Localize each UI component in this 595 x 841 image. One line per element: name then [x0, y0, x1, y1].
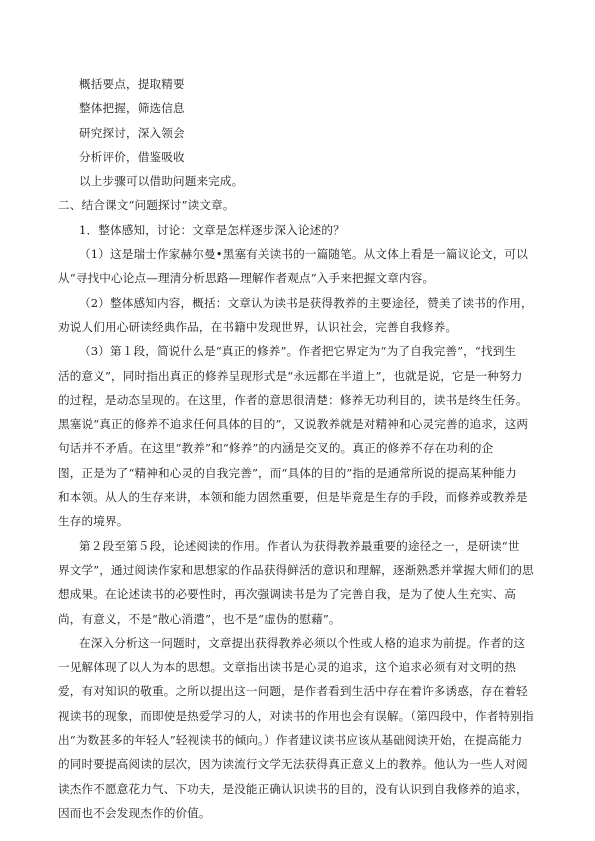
step-line: 分析评价，借鉴吸收	[79, 149, 185, 164]
answer-line: 句话并不矛盾。在这里“教养”和“修养”的内涵是交叉的。真正的修养不存在功利的企	[58, 441, 494, 456]
paragraph-line: 视读书的现象，而即使是热爱学习的人，对读书的作用也会有误解。（第四段中，作者特别指	[58, 708, 534, 723]
answer-line: 活的意义”，同时指出真正的修养呈现形式是“永远都在半道上”，也就是说，它是一种努力	[58, 368, 523, 383]
step-line: 整体把握，筛选信息	[79, 101, 185, 116]
step-line: 概括要点，提取精要	[79, 77, 185, 91]
answer-line: 生存的境界。	[58, 514, 129, 529]
paragraph-line: 出“为数甚多的年轻人”轻视读书的倾向。）作者建议读书应该从基础阅读开始，在提高能力	[58, 733, 523, 748]
paragraph-line: 第２段至第５段，论述阅读的作用。作者认为获得教养最重要的途径之一，是研读“世	[79, 538, 520, 553]
step-note: 以上步骤可以借助问题来完成。	[79, 174, 244, 189]
answer-line: 和本领。从人的生存来讲，本领和能力固然重要，但是毕竟是生存的手段，而修养或教养是	[58, 490, 528, 505]
paragraph-line: 在深入分析这一问题时，文章提出获得教养必须以个性或人格的追求为前提。作者的这	[79, 635, 526, 650]
answer-line: 从“寻找中心论点—理清分析思路—理解作者观点”入手来把握文章内容。	[58, 271, 435, 286]
answer-line: 的过程，是动态呈现的。在这里，作者的意思很清楚：修养无功利目的，读书是终生任务。	[58, 392, 528, 407]
paragraph-line: 读杰作不愿意花力气、下功夫，是没能正确认识读书的目的，没有认识到自我修养的追求，	[58, 781, 528, 796]
section-heading: 二、结合课文“问题探讨”读文章。	[58, 198, 235, 213]
step-line: 研究探讨，深入领会	[79, 125, 185, 140]
paragraph-2	[0, 534, 595, 631]
answer-line: 黑塞说“真正的修养不追求任何具体的目的”，又说教养就是对精神和心灵完善的追求，这两	[58, 417, 529, 432]
paragraph-line: 想成果。在论述读书的必要性时，再次强调读书是为了完善自我，是为了使人生充实、高	[58, 587, 517, 602]
paragraph-3	[0, 631, 595, 825]
answer-line: （2）整体感知内容，概括：文章认为读书是获得教养的主要途径，赞美了读书的作用，	[79, 295, 533, 310]
document-content	[0, 72, 595, 825]
answer-3	[0, 339, 595, 533]
paragraph-line: 因而也不会发现杰作的价值。	[58, 805, 211, 820]
answer-line: （3）第１段，简说什么是“真正的修养”。作者把它界定为“为了自我完善”，“找到生	[79, 344, 517, 359]
answer-1	[0, 242, 595, 291]
answer-line: 图，正是为了“精神和心灵的自我完善”，而“具体的目的”指的是通常所说的提高某种能力	[58, 465, 517, 480]
paragraph-line: 爱，有对知识的敬重。之所以提出这一问题，是作者看到生活中存在着许多诱惑，存在着轻	[58, 684, 528, 699]
answer-line: （1）这是瑞士作家赫尔曼•黑塞有关读书的一篇随笔。从文体上看是一篇议论文，可以	[79, 247, 529, 262]
answer-2	[0, 291, 595, 340]
paragraph-line: 一见解体现了以人为本的思想。文章指出读书是心灵的追求，这个追求必须有对文明的热	[58, 660, 517, 675]
question-1: 1．整体感知，讨论：文章是怎样逐步深入论述的？	[79, 222, 345, 237]
answer-line: 劝说人们用心研读经典作品，在书籍中发现世界，认识社会，完善自我修养。	[58, 319, 458, 334]
paragraph-line: 界文学”，通过阅读作家和思想家的作品获得鲜活的意识和理解，逐渐熟悉并掌握大师们的思	[58, 562, 534, 577]
paragraph-line: 的同时要提高阅读的层次，因为读流行文学无法获得真正意义上的教养。他认为一些人对阅	[58, 757, 528, 772]
paragraph-line: 尚，有意义，不是“散心消遣”，也不是“虚伪的慰藉”。	[58, 611, 341, 626]
